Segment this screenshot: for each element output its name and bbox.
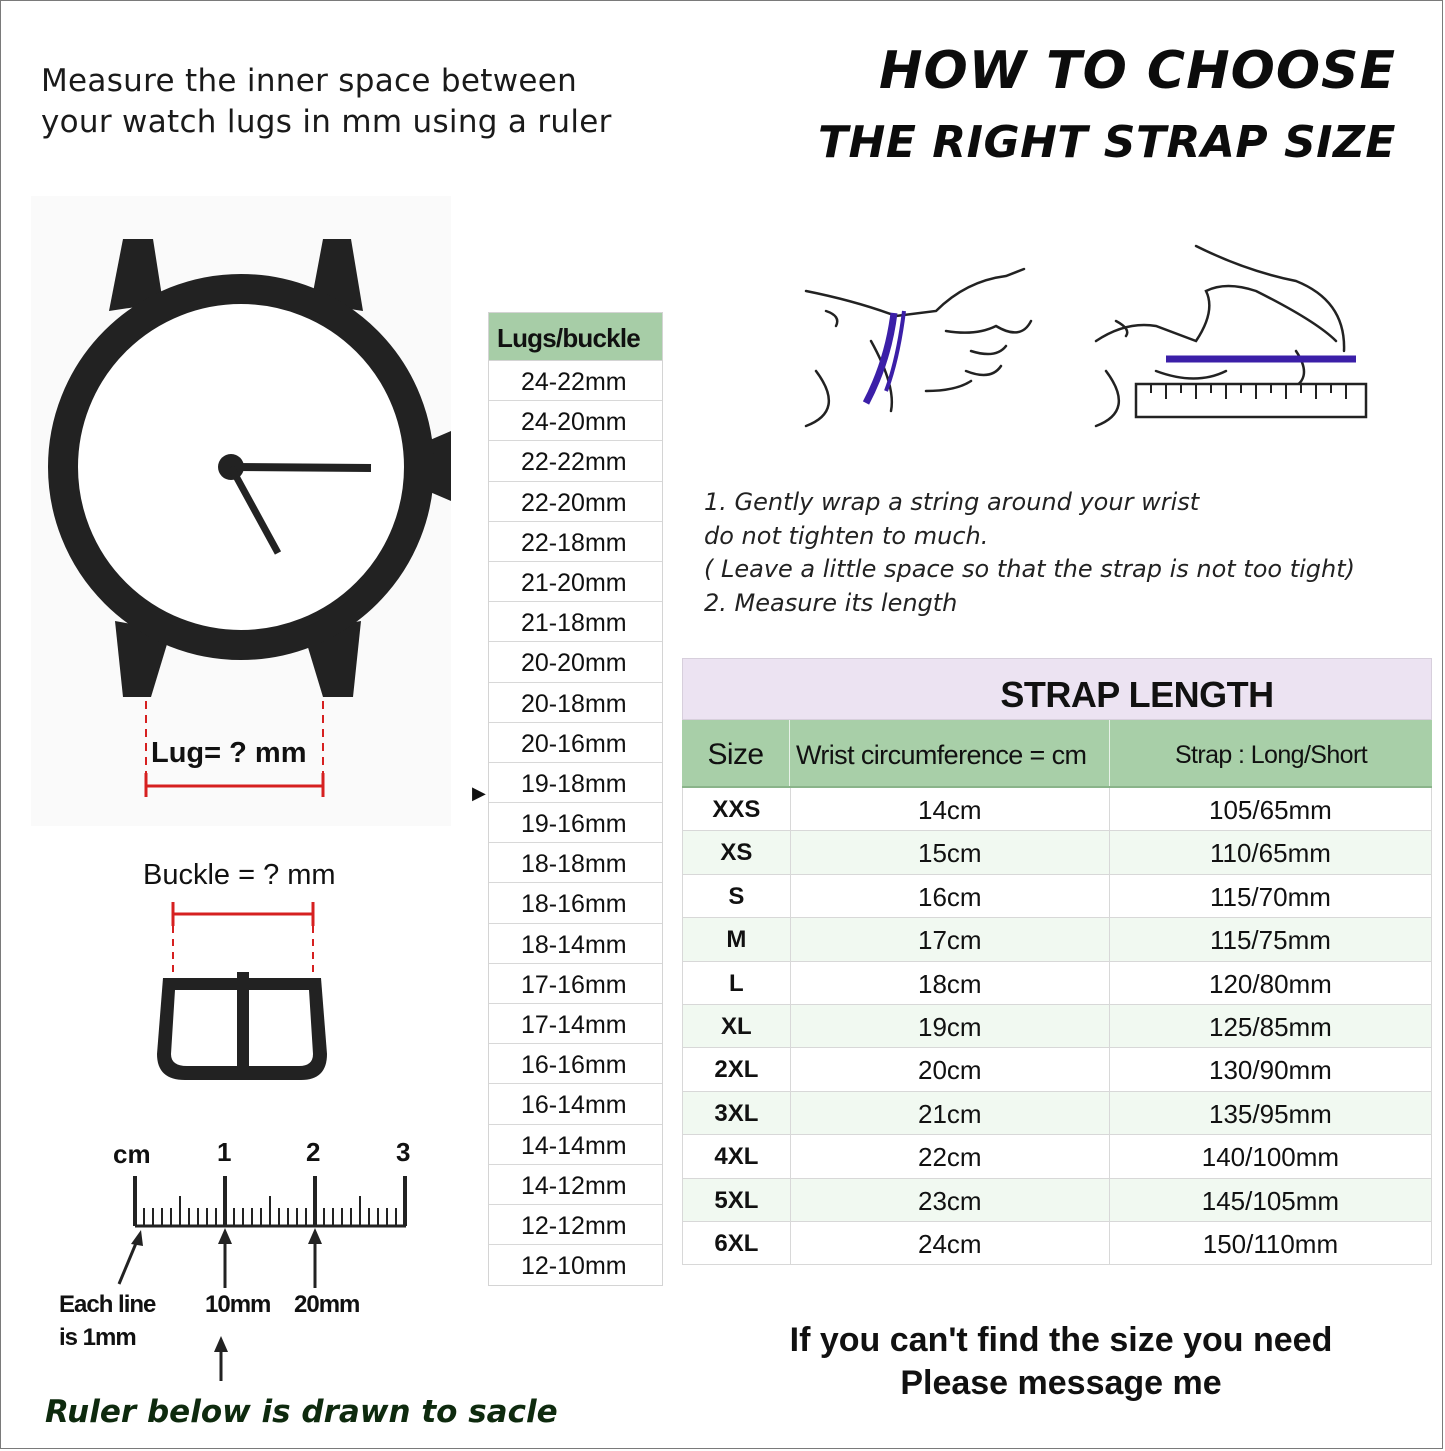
watch-illustration	[31, 231, 461, 811]
strap-cell: 125/85mm	[1109, 1005, 1431, 1047]
page-title-line-2: THE RIGHT STRAP SIZE	[818, 117, 1396, 168]
ruler-unit: cm	[113, 1139, 151, 1169]
ruler-mark-10mm: 10mm	[205, 1291, 271, 1318]
lugs-row: 21-20mm	[489, 562, 662, 602]
wrist-cell: 17cm	[790, 918, 1109, 960]
ruler-illustration	[111, 1166, 421, 1381]
lugs-row: 17-14mm	[489, 1004, 662, 1044]
strap-cell: 115/75mm	[1109, 918, 1431, 960]
strap-cell: 115/70mm	[1109, 875, 1431, 917]
wrist-measuring-illustration	[796, 241, 1376, 441]
wrist-cell: 23cm	[790, 1179, 1109, 1221]
wrist-cell: 21cm	[790, 1092, 1109, 1134]
strap-cell: 140/100mm	[1109, 1135, 1431, 1177]
intro-line-2: your watch lugs in mm using a ruler	[41, 104, 612, 140]
intro-text	[41, 61, 612, 143]
size-cell: 2XL	[714, 1056, 759, 1084]
lugs-row: 12-10mm	[521, 1252, 627, 1281]
lugs-row: 22-18mm	[489, 522, 662, 562]
table-row	[683, 1092, 1431, 1135]
wrist-cell: 22cm	[790, 1135, 1109, 1177]
table-row	[683, 1005, 1431, 1048]
row-pointer-icon: ▶	[472, 783, 486, 804]
table-row	[683, 831, 1431, 874]
size-cell: L	[729, 969, 744, 997]
table-row	[683, 1222, 1431, 1265]
buckle-label: Buckle = ? mm	[143, 859, 336, 891]
table-row	[683, 1179, 1431, 1222]
size-cell: 6XL	[714, 1229, 759, 1257]
ruler-mark-20mm: 20mm	[294, 1291, 360, 1318]
size-cell: S	[728, 882, 745, 910]
lugs-row: 16-16mm	[489, 1044, 662, 1084]
strap-cell: 145/105mm	[1109, 1179, 1431, 1221]
lugs-row: 22-22mm	[489, 441, 662, 481]
header-strap: Strap : Long/Short	[1109, 720, 1432, 786]
lugs-row: 12-12mm	[489, 1205, 662, 1245]
wrist-cell: 14cm	[790, 788, 1109, 830]
ruler-each-line: Each line	[59, 1291, 156, 1318]
strap-cell: 110/65mm	[1109, 831, 1431, 873]
strap-length-table	[682, 658, 1432, 1265]
wrist-cell: 19cm	[790, 1005, 1109, 1047]
lugs-table	[488, 312, 663, 1286]
measuring-instructions	[704, 486, 1355, 620]
lugs-row: 19-16mm	[489, 803, 662, 843]
instruction-line-2: do not tighten to much.	[704, 521, 989, 550]
lugs-table-body	[489, 361, 662, 1285]
lugs-row: 20-18mm	[489, 683, 662, 723]
size-cell: 3XL	[714, 1099, 759, 1127]
table-row	[683, 962, 1431, 1005]
size-cell: XL	[721, 1012, 752, 1040]
buckle-illustration	[141, 896, 351, 1096]
page-title-line-1: HOW TO CHOOSE	[878, 41, 1396, 101]
lugs-row: 14-12mm	[489, 1165, 662, 1205]
lugs-row: 18-18mm	[489, 843, 662, 883]
closing-message	[761, 1319, 1361, 1405]
ruler-is-1mm: is 1mm	[59, 1324, 136, 1351]
strap-cell: 130/90mm	[1109, 1048, 1431, 1090]
header-size: Size	[707, 738, 764, 771]
lugs-table-header: Lugs/buckle	[489, 313, 662, 361]
size-cell: XXS	[712, 796, 761, 823]
strap-cell: 135/95mm	[1109, 1092, 1431, 1134]
lugs-row: 16-14mm	[489, 1084, 662, 1124]
ruler-note: Ruler below is drawn to sacle	[45, 1394, 558, 1430]
instruction-line-3: ( Leave a little space so that the strap is not too tight)	[704, 555, 1356, 583]
wrist-cell: 20cm	[790, 1048, 1109, 1090]
strap-cell: 150/110mm	[1109, 1222, 1431, 1264]
strap-cell: 120/80mm	[1109, 962, 1431, 1004]
lugs-row: 21-18mm	[489, 602, 662, 642]
size-cell: XS	[720, 839, 753, 867]
table-row	[683, 875, 1431, 918]
lugs-row: 22-20mm	[489, 482, 662, 522]
instruction-line-4: 2. Measure its length	[704, 588, 958, 617]
closing-line-2: Please message me	[900, 1364, 1222, 1402]
strap-table-header	[682, 720, 1432, 788]
ruler-tick-1: 1	[217, 1137, 232, 1167]
lugs-row: 18-16mm	[489, 883, 662, 923]
closing-line-1: If you can't find the size you need	[789, 1321, 1333, 1359]
strap-table-title: STRAP LENGTH	[682, 658, 1432, 720]
lugs-row: 19-18mm	[489, 763, 662, 803]
lugs-row: 18-14mm	[489, 924, 662, 964]
table-row	[683, 1135, 1431, 1178]
intro-line-1: Measure the inner space between	[41, 63, 578, 99]
ruler-tick-2: 2	[306, 1137, 321, 1167]
lugs-row: 24-20mm	[489, 401, 662, 441]
lugs-row: 14-14mm	[489, 1125, 662, 1165]
ruler-tick-3: 3	[396, 1137, 411, 1167]
table-row	[683, 1048, 1431, 1091]
lug-label: Lug= ? mm	[151, 737, 307, 769]
header-wrist: Wrist circumference = cm	[789, 720, 1109, 786]
instruction-line-1: 1. Gently wrap a string around your wrist	[704, 488, 1200, 516]
wrist-cell: 16cm	[790, 875, 1109, 917]
wrist-cell: 24cm	[790, 1222, 1109, 1264]
wrist-cell: 15cm	[790, 831, 1109, 873]
wrist-cell: 18cm	[790, 962, 1109, 1004]
size-cell: M	[726, 926, 747, 954]
table-row	[683, 788, 1431, 831]
lugs-row: 20-16mm	[489, 723, 662, 763]
lugs-row: 17-16mm	[489, 964, 662, 1004]
table-row	[683, 918, 1431, 961]
lugs-row: 24-22mm	[489, 361, 662, 401]
size-cell: 5XL	[714, 1186, 759, 1214]
strap-cell: 105/65mm	[1109, 788, 1431, 830]
size-cell: 4XL	[714, 1143, 759, 1171]
strap-table-body	[682, 788, 1432, 1265]
lugs-row: 20-20mm	[489, 642, 662, 682]
